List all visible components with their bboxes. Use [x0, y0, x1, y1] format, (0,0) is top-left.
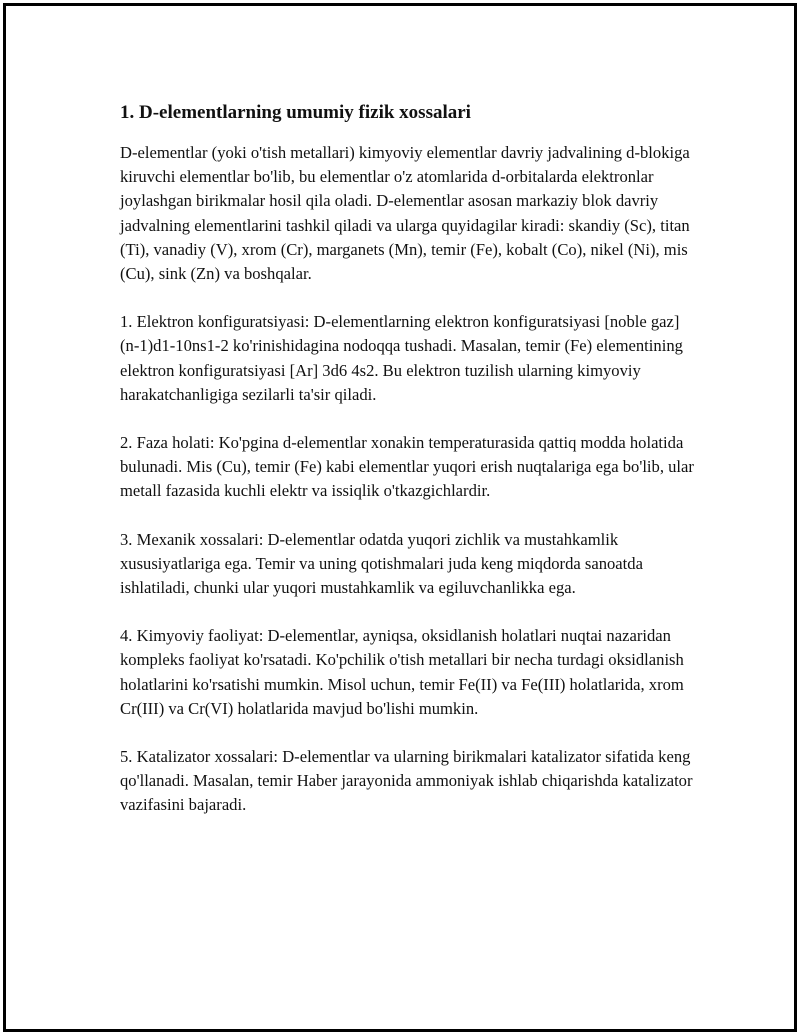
- paragraph-chemical-activity: 4. Kimyoviy faoliyat: D-elementlar, ayniqsa, oksidlanish holatlari nuqtai nazaridan kompleks faoliyat ko'rsatadi. Ko'pchilik o'tish metallari bir necha turdagi oksidlanish holatlarini ko'rsatishi mumkin. Misol uchun, temir Fe(II) va Fe(III) holatlarida, xrom Cr(III) va Cr(VI) holatlarida mavjud bo'lishi mumkin.: [120, 626, 684, 718]
- paragraph-catalyst-properties: 5. Katalizator xossalari: D-elementlar va ularning birikmalari katalizator sifatida keng qo'llanadi. Masalan, temir Haber jarayonida ammoniyak ishlab chiqarishda katalizator vazifasini bajaradi.: [120, 747, 693, 815]
- paragraph-electron-configuration: 1. Elektron konfiguratsiyasi: D-elementlarning elektron konfiguratsiyasi [noble gaz] (n-1)d1-10ns1-2 ko'rinishidagina nodoqqa tushadi. Masalan, temir (Fe) elementining elektron konfiguratsiyasi [Ar] 3d6 4s2. Bu elektron tuzilish ularning kimyoviy harakatchanligiga sezilarli ta'sir qiladi.: [120, 312, 683, 404]
- page-border: [3, 3, 797, 1032]
- paragraph-mechanical-properties: 3. Mexanik xossalari: D-elementlar odatda yuqori zichlik va mustahkamlik xususiyatlariga ega. Temir va uning qotishmalari juda keng miqdorda sanoatda ishlatiladi, chunki ular yuqori mustahkamlik va egiluvchanlikka ega.: [120, 529, 643, 598]
- paragraph-phase-state: 2. Faza holati: Ko'pgina d-elementlar xonakin temperaturasida qattiq modda holatida bulunadi. Mis (Cu), temir (Fe) kabi elementlar yuqori erish nuqtalariga ega bo'lib, ular metall fazasida kuchli elektr va issiqlik o'tkazgichlardir.: [120, 433, 694, 501]
- document-title: 1. D-elementlarning umumiy fizik xossalari: [120, 102, 471, 123]
- document-body: [120, 99, 700, 842]
- intro-paragraph: D-elementlar (yoki o'tish metallari) kimyoviy elementlar davriy jadvalining d-blokiga kiruvchi elementlar bo'lib, bu elementlar o'z atomlarida d-orbitalarda elektronlar joylashgan birikmalar hosil qila oladi. D-elementlar asosan markaziy blok davriy jadvalning elementlarini tashkil qiladi va ularga quyidagilar kiradi: skandiy (Sc), titan (Ti), vanadiy (V), xrom (Cr), marganets (Mn), temir (Fe), kobalt (Co), nikel (Ni), mis (Cu), sink (Zn) va boshqalar.: [120, 143, 690, 284]
